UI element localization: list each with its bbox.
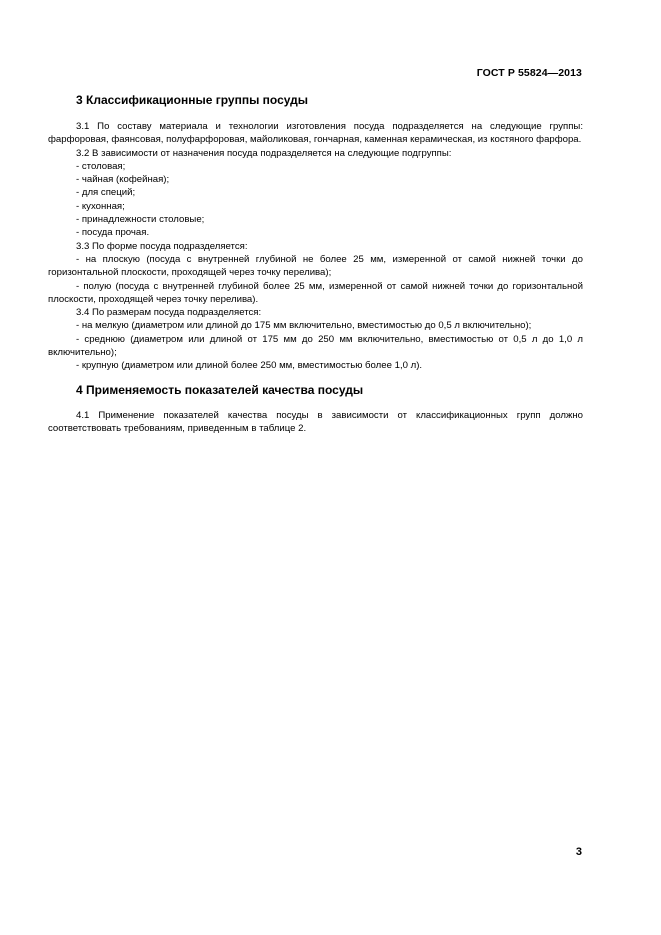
list-item-size: - среднюю (диаметром или длиной от 175 мм до 250 мм включительно, вместимостью от 0,5 л до 1,0 л включительно); [48, 333, 583, 359]
list-item-purpose: - посуда прочая. [76, 227, 150, 239]
paragraph-3-1: 3.1 По составу материала и технологии изготовления посуда подразделяется на следующие группы: фарфоровая, фаянсовая, полуфарфоровая, майоликовая, гончарная, каменная керамическая, из костяного фарфора. [48, 121, 583, 146]
list-item-purpose: - для специй; [76, 187, 136, 199]
paragraph-3-4: 3.4 По размерам посуда подразделяется: [76, 307, 262, 319]
paragraph-4-1: 4.1 Применение показателей качества посуды в зависимости от классификационных групп должно соответствовать требованиям, приведенным в таблице 2. [48, 409, 583, 434]
list-item-shape: - на плоскую (посуда с внутренней глубиной не более 25 мм, измеренной от самой нижней точки до горизонтальной плоскости, проходящей через точку перелива); [48, 253, 583, 279]
page-content [48, 92, 583, 435]
paragraph-3-3: 3.3 По форме посуда подразделяется: [76, 240, 248, 252]
list-item-purpose: - кухонная; [76, 200, 125, 212]
list-item-size: - на мелкую (диаметром или длиной до 175 мм включительно, вместимостью до 0,5 л включительно); [76, 320, 532, 332]
page-number: 3 [575, 846, 582, 858]
section-4-title: 4 Применяемость показателей качества посуды [76, 382, 364, 397]
list-item-purpose: - чайная (кофейная); [76, 174, 170, 186]
list-item-shape: - полую (посуда с внутренней глубиной более 25 мм, измеренной от самой нижней точки до горизонтальной плоскости, проходящей через точку перелива). [48, 280, 583, 305]
paragraph-3-2: 3.2 В зависимости от назначения посуда подразделяется на следующие подгруппы: [76, 147, 452, 159]
list-item-purpose: - столовая; [76, 160, 126, 172]
section-3-title: 3 Классификационные группы посуды [76, 93, 309, 107]
document-code: ГОСТ Р 55824—2013 [476, 67, 582, 79]
list-item-size: - крупную (диаметром или длиной более 250 мм, вместимостью более 1,0 л). [76, 360, 423, 372]
list-item-purpose: - принадлежности столовые; [76, 214, 205, 226]
